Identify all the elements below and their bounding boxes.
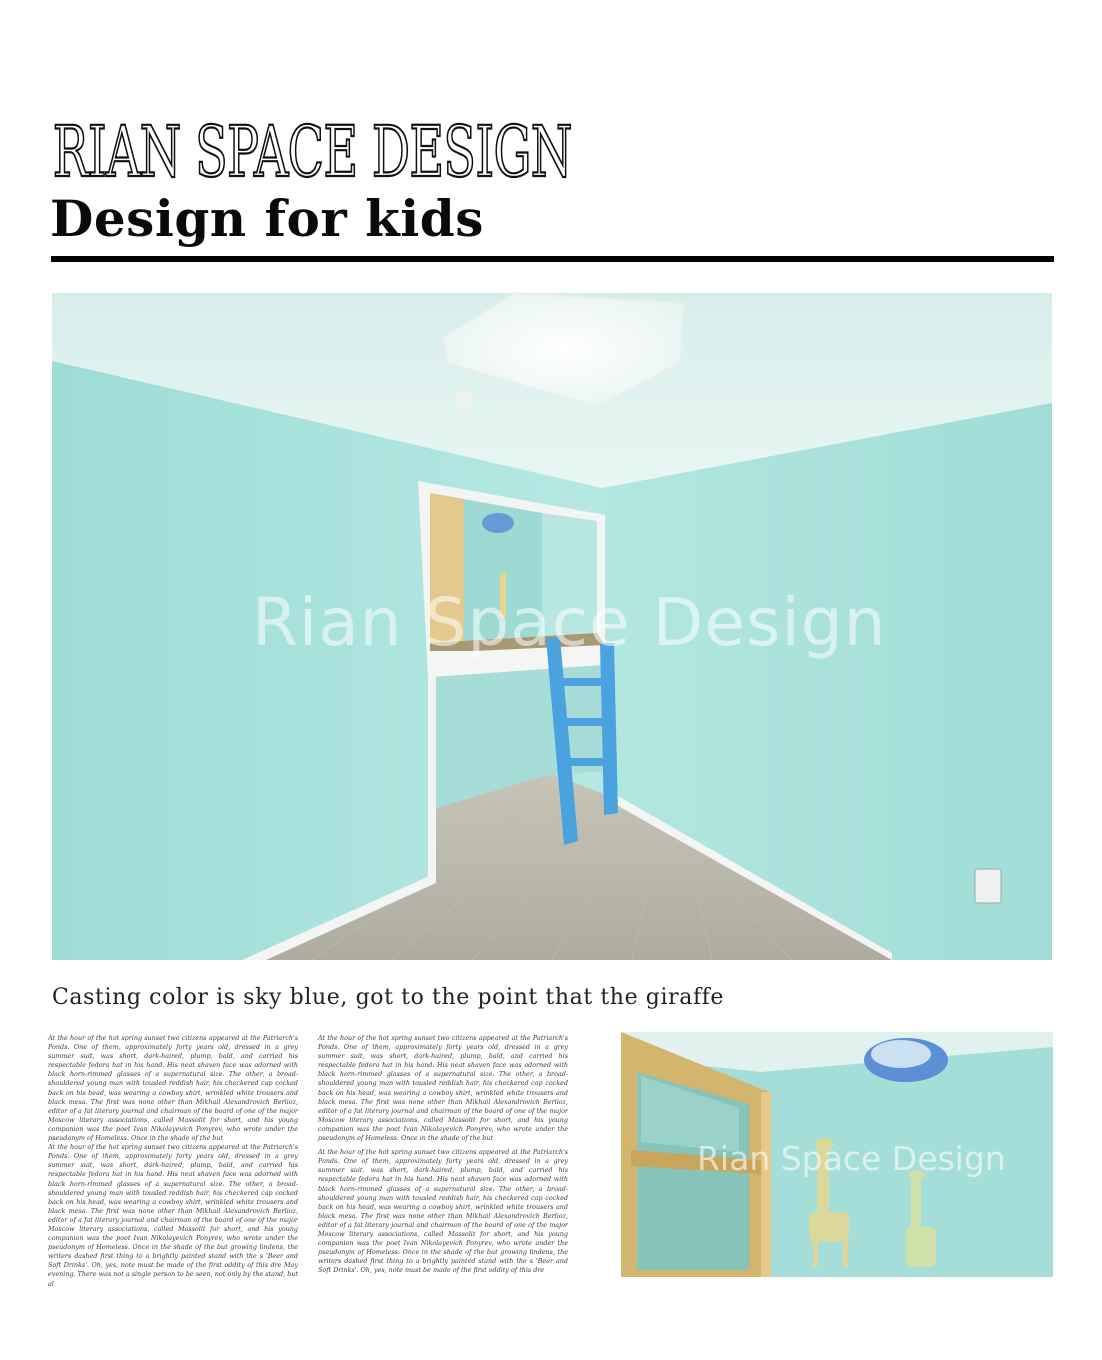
body-paragraph: At the hour of the hot spring sunset two citizens appeared at the Patriarch's Ponds. One of them, approximately forty years old, dressed in a grey summer suit, was short, dark-haired, plump, bald, and carried his respectable fedora hat in his hand. His neat shaven face was adorned with black horn-rimmed glasses of a supernatural size. The other, a broad-shouldered young man with tousled reddish hair, his checkered cap cocked back on his head, was wearing a cowboy shirt, wrinkled white trousers and black mesa. The first was none other than Mikhail Alexandrovich Berlioz, editor of a fat literary journal and chairman of the board of one of the major Moscow literary associations, called Massolit for short, and his young companion was the poet Ivan Nikolayevich Ponyrev, who wrote under the pseudonym of Homeless. Once in the shade of the but growing lindens, the writers dashed first thing to a brightly painted stand with the s 'Beer and Soft Drinks'. Oh, yes, note must be made of the first oddity of this dre xyxy=(318,1148,568,1275)
bunk-frame-edge xyxy=(761,1092,771,1277)
body-paragraph: At the hour of the hot spring sunset two citizens appeared at the Patriarch's Ponds. One of them, approximately forty years old, dressed in a grey summer suit, was short, dark-haired, plump, bald, and carried his respectable fedora hat in his hand. His neat shaven face was adorned with black horn-rimmed glasses of a supernatural size. The other, a broad-shouldered young man with tousled reddish hair, his checkered cap cocked back on his head, was wearing a cowboy shirt, wrinkled white trousers and black mesa. The first was none other than Mikhail Alexandrovich Berlioz, editor of a fat literary journal and chairman of the board of one of the major Moscow literary associations, called Massolit for short, and his young companion was the poet Ivan Nikolayevich Ponyrev, who wrote under the pseudonym of Homeless. Once in the shade of the but growing lindens, the writers dashed first thing to a brightly painted stand with the s 'Beer and Soft Drinks'. Oh, yes, note must be made of the first oddity of this dre May evening. There was not a single person to be seen, not only by the stand, but al xyxy=(48,1143,298,1288)
header-divider xyxy=(51,256,1054,262)
detail-watermark: Rian Space Design xyxy=(697,1139,1006,1178)
body-paragraph: At the hour of the hot spring sunset two citizens appeared at the Patriarch's Ponds. One of them, approximately forty years old, dressed in a grey summer suit, was short, dark-haired, plump, bald, and carried his respectable fedora hat in his hand. His neat shaven face was adorned with black horn-rimmed glasses of a supernatural size. The other, a broad-shouldered young man with tousled reddish hair, his checkered cap cocked back on his head, was wearing a cowboy shirt, wrinkled white trousers and black mesa. The first was none other than Mikhail Alexandrovich Berlioz, editor of a fat literary journal and chairman of the board of one of the major Moscow literary associations, called Massolit for short, and his young companion was the poet Ivan Nikolayevich Ponyrev, who wrote under the pseudonym of Homeless. Once in the shade of the but xyxy=(318,1034,568,1143)
photo-caption: Casting color is sky blue, got to the point that the giraffe xyxy=(52,985,725,1010)
page-subtitle: Design for kids xyxy=(50,189,484,248)
cloud-decal xyxy=(482,513,514,533)
hero-photo xyxy=(52,293,1052,960)
brand-wordmark xyxy=(50,111,590,194)
brand-title: RIAN SPACE DESIGN xyxy=(52,111,572,194)
smoke-detector xyxy=(455,391,473,409)
body-text-right-column xyxy=(318,1034,568,1275)
body-paragraph: At the hour of the hot spring sunset two citizens appeared at the Patriarch's Ponds. One of them, approximately forty years old, dressed in a grey summer suit, was short, dark-haired, plump, bald, and carried his respectable fedora hat in his hand. His neat shaven face was adorned with black horn-rimmed glasses of a supernatural size. The other, a broad-shouldered young man with tousled reddish hair, his checkered cap cocked back on his head, was wearing a cowboy shirt, wrinkled white trousers and black mesa. The first was none other than Mikhail Alexandrovich Berlioz, editor of a fat literary journal and chairman of the board of one of the major Moscow literary associations, called Massolit for short, and his young companion was the poet Ivan Nikolayevich Ponyrev, who wrote under the pseudonym of Homeless. Once in the shade of the but xyxy=(48,1034,298,1143)
hero-watermark: Rian Space Design xyxy=(252,584,887,661)
detail-photo xyxy=(621,1032,1053,1277)
wall-outlet xyxy=(975,869,1001,903)
lower-alcove-trim-left xyxy=(428,677,436,883)
body-text-left-column xyxy=(48,1034,298,1288)
